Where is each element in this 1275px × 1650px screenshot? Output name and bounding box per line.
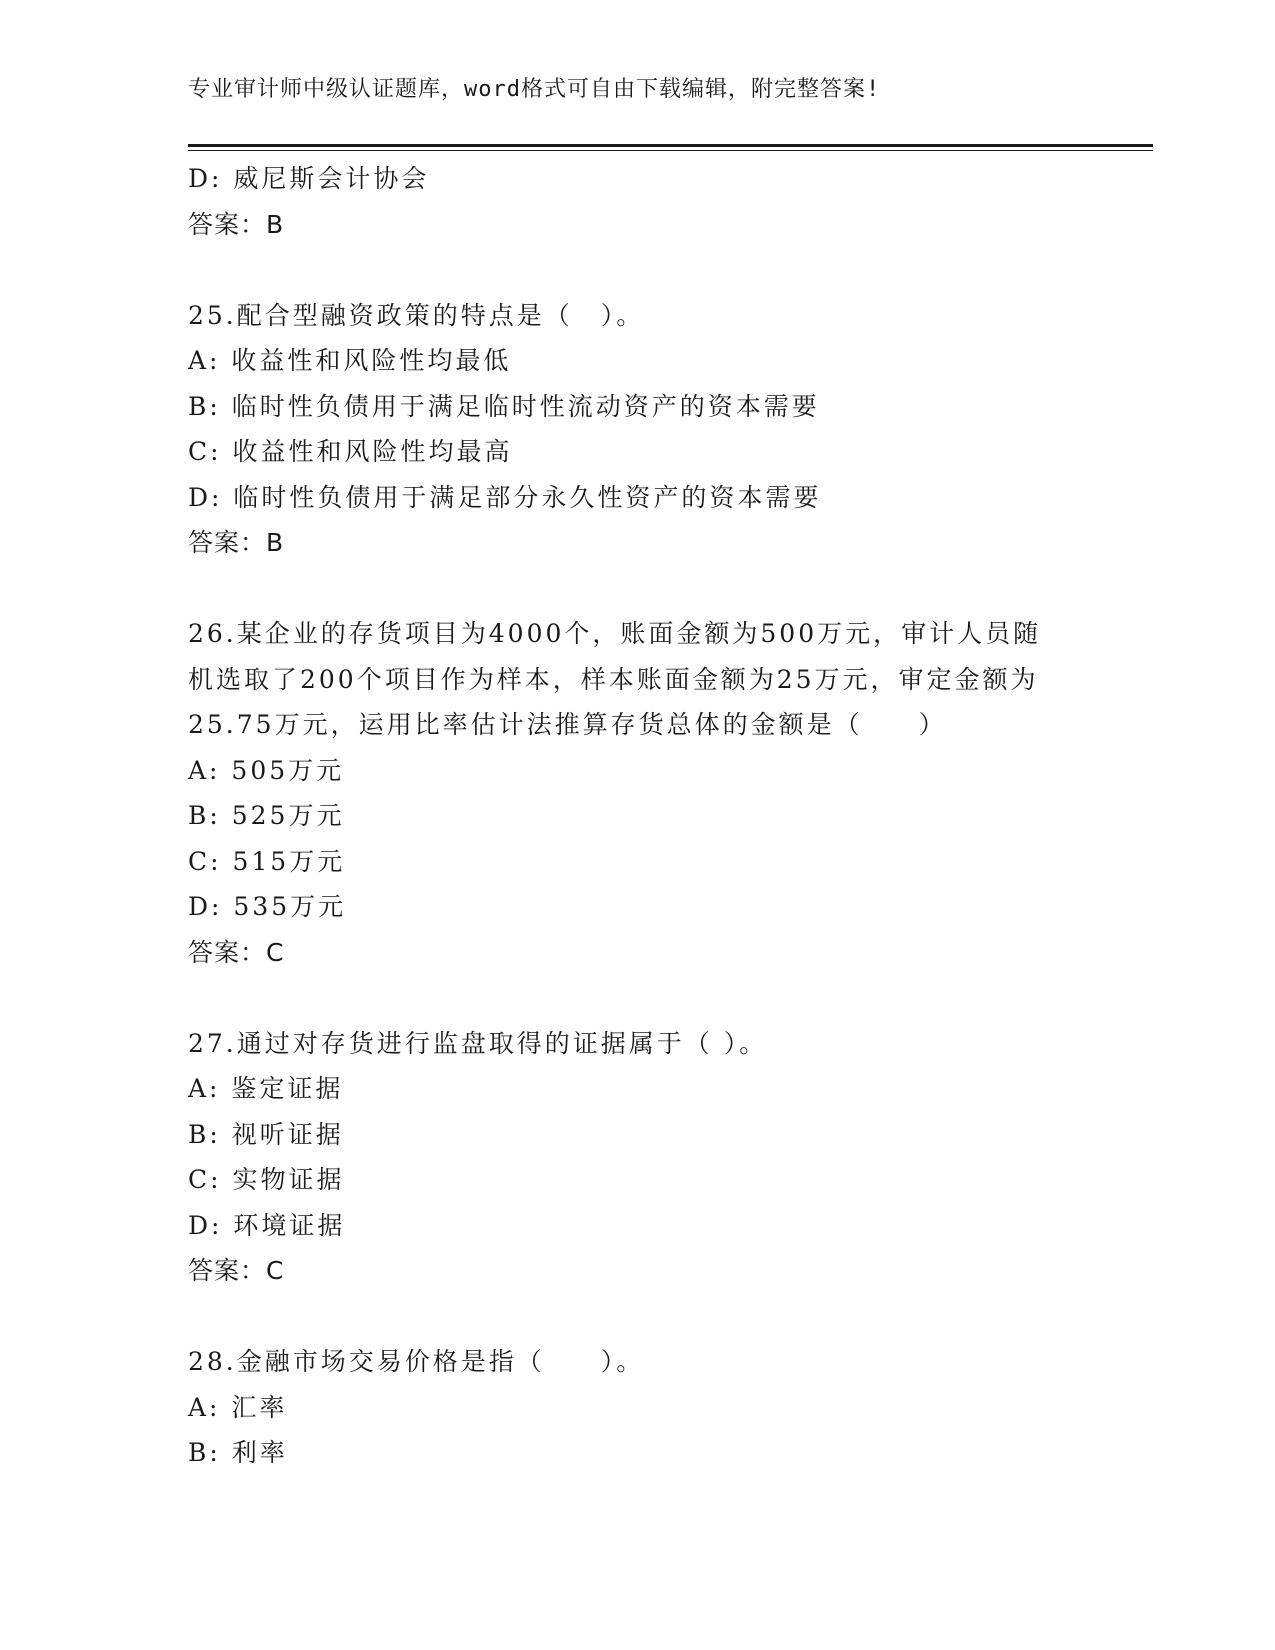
question-content [188,156,1088,1476]
spacer [188,1294,1088,1340]
question-stem-line: 26.某企业的存货项目为4000个，账面金额为500万元，审计人员随 [188,619,1042,648]
option-c: C: 收益性和风险性均最高 [188,437,513,466]
option-c: C: 515万元 [188,846,346,876]
question-stem: 28.金融市场交易价格是指（ ）。 [188,1347,645,1376]
spacer [188,975,1088,1021]
header-rule-thick [188,144,1153,147]
answer-carryover: 答案：B [188,209,285,239]
option-b: B: 利率 [188,1438,288,1467]
question-stem-line: 机选取了200个项目作为样本，样本账面金额为25万元，审定金额为 [188,664,1039,694]
option-b: B: 临时性负债用于满足临时性流动资产的资本需要 [188,391,820,421]
option-d: D: 环境证据 [188,1210,346,1240]
answer: 答案：C [188,1256,285,1285]
option-c: C: 实物证据 [188,1165,345,1194]
option-d: D: 临时性负债用于满足部分永久性资产的资本需要 [188,482,822,512]
option-a: A: 汇率 [188,1392,288,1422]
option-a: A: 鉴定证据 [188,1074,344,1103]
option-a: A: 505万元 [188,755,345,785]
question-stem-line: 25.75万元，运用比率估计法推算存货总体的金额是（ ） [188,710,947,739]
question-28 [188,1339,1088,1476]
question-27 [188,1021,1088,1294]
page-header: 专业审计师中级认证题库，word格式可自由下载编辑，附完整答案! [188,77,881,102]
answer: 答案：C [188,937,285,967]
header-rule-thin [188,150,1153,151]
spacer [188,566,1088,612]
question-26 [188,611,1088,975]
option-b: B: 525万元 [188,801,345,830]
option-d: D: 535万元 [188,892,347,921]
option-a: A: 收益性和风险性均最低 [188,346,512,375]
question-stem: 27.通过对存货进行监盘取得的证据属于（ ）。 [188,1028,768,1058]
option-b: B: 视听证据 [188,1119,344,1149]
question-25 [188,293,1088,566]
option-d-carryover: D: 威尼斯会计协会 [188,164,430,193]
question-stem: 25.配合型融资政策的特点是（ ）。 [188,300,645,330]
answer: 答案：B [188,528,285,557]
spacer [188,247,1088,293]
